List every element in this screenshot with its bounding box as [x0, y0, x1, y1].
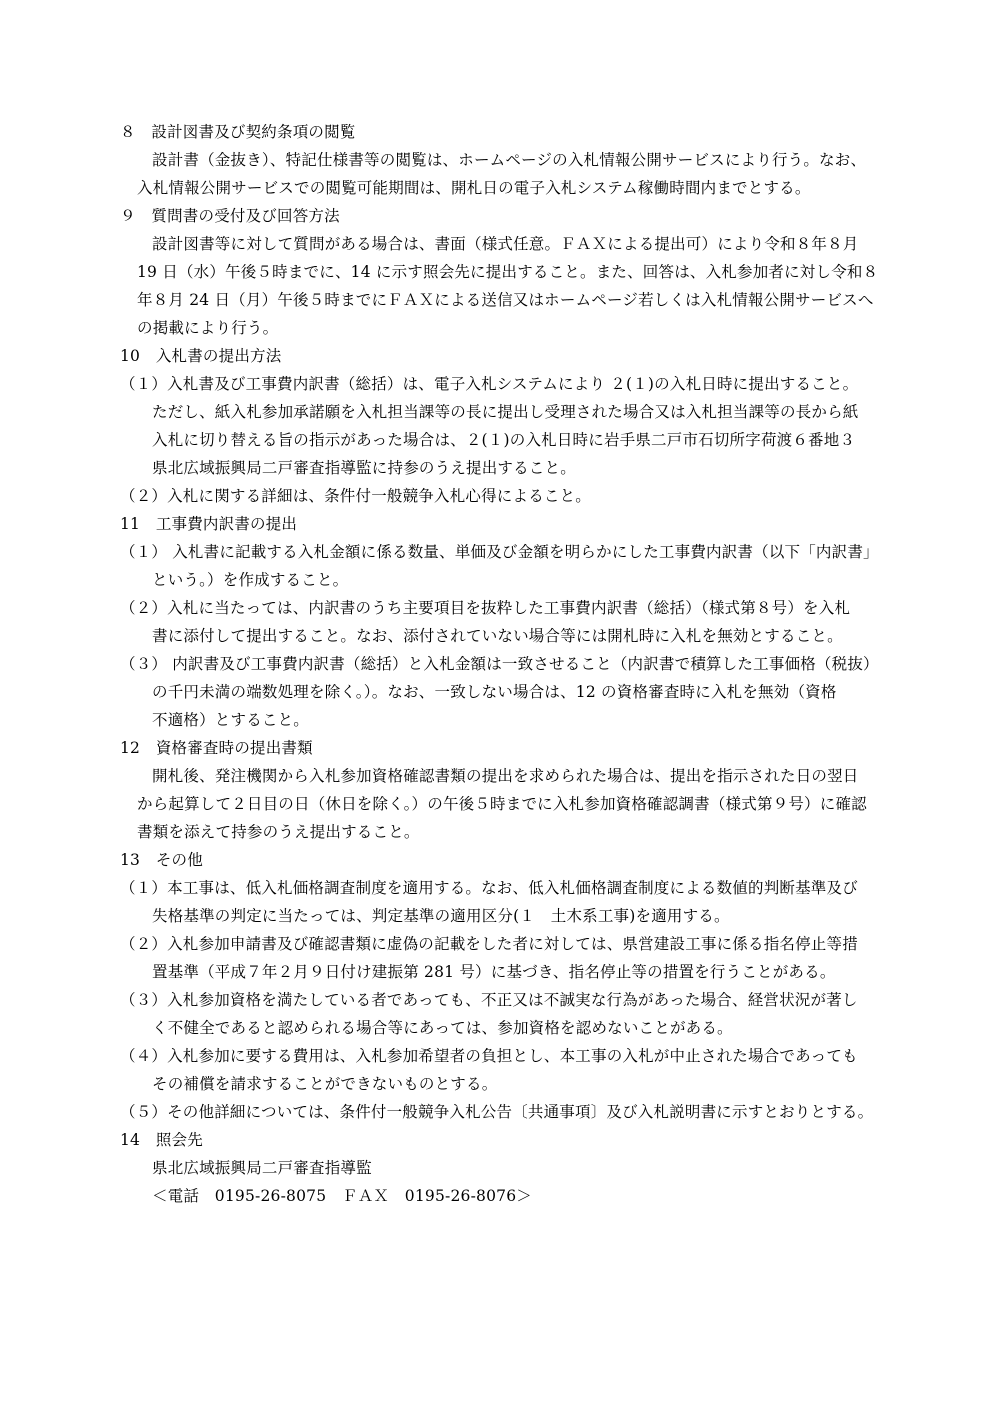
section-11-item-2-line-2: 書に添付して提出すること。なお、添付されていない場合等には開札時に入札を無効とすること。 — [152, 627, 843, 645]
section-9-text-line-3: 年８月 24 日（月）午後５時までにＦＡＸによる送信又はホームページ若しくは入札情報公開サービスへ — [137, 291, 874, 309]
section-9-text-line-2: 19 日（水）午後５時までに、14 に示す照会先に提出すること。また、回答は、入札参加者に対し令和８ — [137, 263, 879, 281]
section-11-item-3-line-1: （３） 内訳書及び工事費内訳書（総括）と入札金額は一致させること（内訳書で積算した工事価格（税抜） — [120, 655, 879, 673]
section-11-heading: 11 工事費内訳書の提出 — [120, 515, 298, 533]
contact-phone-fax: ＜電話 0195-26-8075 ＦＡＸ 0195-26-8076＞ — [152, 1187, 532, 1205]
section-9-text-line-1: 設計図書等に対して質問がある場合は、書面（様式任意。ＦＡＸによる提出可）により令和８年８月 — [152, 235, 859, 253]
section-10-item-1-line-1: （１）入札書及び工事費内訳書（総括）は、電子入札システムにより ２(１)の入札日時に提出すること。 — [120, 375, 859, 393]
section-10-item-1-line-4: 県北広域振興局二戸審査指導監に持参のうえ提出すること。 — [152, 459, 576, 477]
section-10-item-1-line-2: ただし、紙入札参加承諾願を入札担当課等の長に提出し受理された場合又は入札担当課等の長から紙 — [152, 403, 859, 421]
section-12-heading: 12 資格審査時の提出書類 — [120, 739, 313, 757]
section-9-heading: ９ 質問書の受付及び回答方法 — [120, 207, 340, 225]
contact-office: 県北広域振興局二戸審査指導監 — [152, 1159, 372, 1177]
section-13-item-4-line-1: （４）入札参加に要する費用は、入札参加希望者の負担とし、本工事の入札が中止された場合であっても — [120, 1047, 858, 1065]
section-13-item-3-line-2: く不健全であると認められる場合等にあっては、参加資格を認めないことがある。 — [152, 1019, 733, 1037]
section-9-text-line-4: の掲載により行う。 — [137, 319, 279, 337]
section-13-heading: 13 その他 — [120, 851, 203, 869]
section-11-item-3-line-2: の千円未満の端数処理を除く。）。なお、一致しない場合は、12 の資格審査時に入札を無効（資格 — [152, 683, 837, 701]
section-11-item-1-line-2: という。）を作成すること。 — [152, 571, 349, 589]
section-12-text-line-1: 開札後、発注機関から入札参加資格確認書類の提出を求められた場合は、提出を指示された日の翌日 — [152, 767, 859, 785]
section-14-heading: 14 照会先 — [120, 1131, 203, 1149]
section-8-heading: ８ 設計図書及び契約条項の閲覧 — [120, 123, 356, 141]
section-11-item-2-line-1: （２）入札に当たっては、内訳書のうち主要項目を抜粋した工事費内訳書（総括）（様式第８号）を入札 — [120, 599, 851, 617]
section-13-item-5: （５）その他詳細については、条件付一般競争入札公告〔共通事項〕及び入札説明書に示すとおりとする。 — [120, 1103, 874, 1121]
section-12-text-line-2: から起算して２日目の日（休日を除く。）の午後５時までに入札参加資格確認調書（様式第９号）に確認 — [137, 795, 867, 813]
section-13-item-3-line-1: （３）入札参加資格を満たしている者であっても、不正又は不誠実な行為があった場合、経営状況が著し — [120, 991, 858, 1009]
section-13-item-4-line-2: その補償を請求することができないものとする。 — [152, 1075, 498, 1093]
section-11-item-1-line-1: （１） 入札書に記載する入札金額に係る数量、単価及び金額を明らかにした工事費内訳書（以下「内訳書」 — [120, 543, 879, 561]
section-12-text-line-3: 書類を添えて持参のうえ提出すること。 — [137, 823, 420, 841]
section-13-item-1-line-1: （１）本工事は、低入札価格調査制度を適用する。なお、低入札価格調査制度による数値的判断基準及び — [120, 879, 858, 897]
section-11-item-3-line-3: 不適格）とすること。 — [152, 711, 310, 729]
section-13-item-2-line-2: 置基準（平成７年２月９日付け建振第 281 号）に基づき、指名停止等の措置を行うことがある。 — [152, 963, 836, 981]
section-8-text-line-2: 入札情報公開サービスでの閲覧可能期間は、開札日の電子入札システム稼働時間内までとする。 — [137, 179, 811, 197]
section-13-item-2-line-1: （２）入札参加申請書及び確認書類に虚偽の記載をした者に対しては、県営建設工事に係る指名停止等措 — [120, 935, 858, 953]
section-8-text-line-1: 設計書（金抜き）、特記仕様書等の閲覧は、ホームページの入札情報公開サービスにより行う。なお、 — [152, 151, 867, 169]
section-10-item-2: （２）入札に関する詳細は、条件付一般競争入札心得によること。 — [120, 487, 592, 505]
section-13-item-1-line-2: 失格基準の判定に当たっては、判定基準の適用区分(１ 土木系工事)を適用する。 — [152, 907, 730, 925]
section-10-heading: 10 入札書の提出方法 — [120, 347, 282, 365]
section-10-item-1-line-3: 入札に切り替える旨の指示があった場合は、２(１)の入札日時に岩手県二戸市石切所字荷渡６番地３ — [152, 431, 856, 449]
